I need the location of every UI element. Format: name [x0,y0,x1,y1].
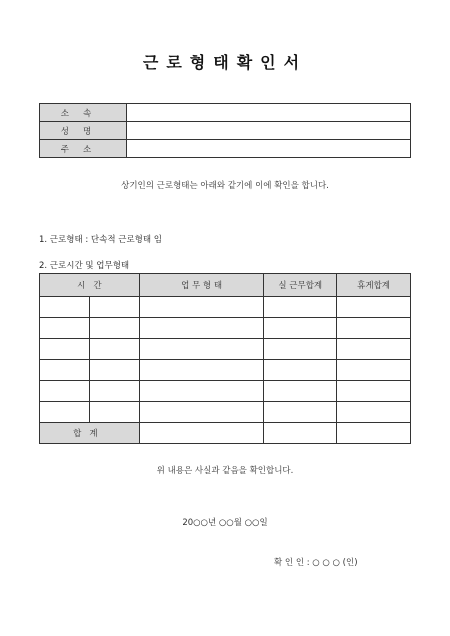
table-row [40,318,411,339]
sum-work-type [139,423,264,444]
address-value [127,140,411,158]
cell-time-start [40,381,90,402]
cell-work-type [139,339,264,360]
cell-time-start [40,402,90,423]
section-work-type: 1. 근로형태 : 단속적 근로형태 임 [39,235,163,245]
name-value [127,122,411,140]
intro-text: 상기인의 근로형태는 아래와 같기에 이에 확인을 합니다. [121,181,329,191]
name-label: 성명 [40,122,127,140]
cell-work-type [139,360,264,381]
cell-time-end [89,339,139,360]
affiliation-value [127,104,411,122]
cell-break [337,402,411,423]
work-table-header [40,274,411,297]
signer-line: 확 인 인 : ○ ○ ○ (인) [274,558,358,568]
cell-work-type [139,381,264,402]
cell-time-end [89,360,139,381]
header-actual-work-total: 실 근무합계 [264,274,337,297]
cell-actual-work [264,381,337,402]
cell-time-end [89,297,139,318]
sum-actual-work [264,423,337,444]
cell-time-end [89,381,139,402]
table-sum-row [40,423,411,444]
cell-break [337,339,411,360]
table-row [40,297,411,318]
cell-work-type [139,318,264,339]
sum-label: 합계 [40,423,140,444]
cell-time-start [40,318,90,339]
cell-work-type [139,297,264,318]
cell-actual-work [264,360,337,381]
cell-time-end [89,318,139,339]
work-table [39,273,411,444]
cell-break [337,318,411,339]
info-table [39,103,411,158]
sum-break [337,423,411,444]
info-row-address [40,140,411,158]
header-time: 시 간 [40,274,140,297]
section-work-hours: 2. 근로시간 및 업무형태 [39,261,130,271]
cell-actual-work [264,297,337,318]
cell-time-start [40,339,90,360]
affiliation-label: 소속 [40,104,127,122]
header-work-type: 업 무 형 태 [139,274,264,297]
info-row-affiliation [40,104,411,122]
cell-time-end [89,402,139,423]
header-break-total: 휴게합계 [337,274,411,297]
document-title: 근로형태확인서 [142,53,308,72]
table-row [40,381,411,402]
cell-break [337,297,411,318]
table-row [40,339,411,360]
table-row [40,360,411,381]
cell-actual-work [264,339,337,360]
cell-break [337,381,411,402]
confirm-text: 위 내용은 사실과 같음을 확인합니다. [156,466,294,476]
cell-actual-work [264,402,337,423]
cell-break [337,360,411,381]
cell-time-start [40,297,90,318]
address-label: 주소 [40,140,127,158]
cell-actual-work [264,318,337,339]
date-line: 20○○년 ○○월 ○○일 [182,518,268,528]
info-row-name [40,122,411,140]
cell-work-type [139,402,264,423]
cell-time-start [40,360,90,381]
table-row [40,402,411,423]
